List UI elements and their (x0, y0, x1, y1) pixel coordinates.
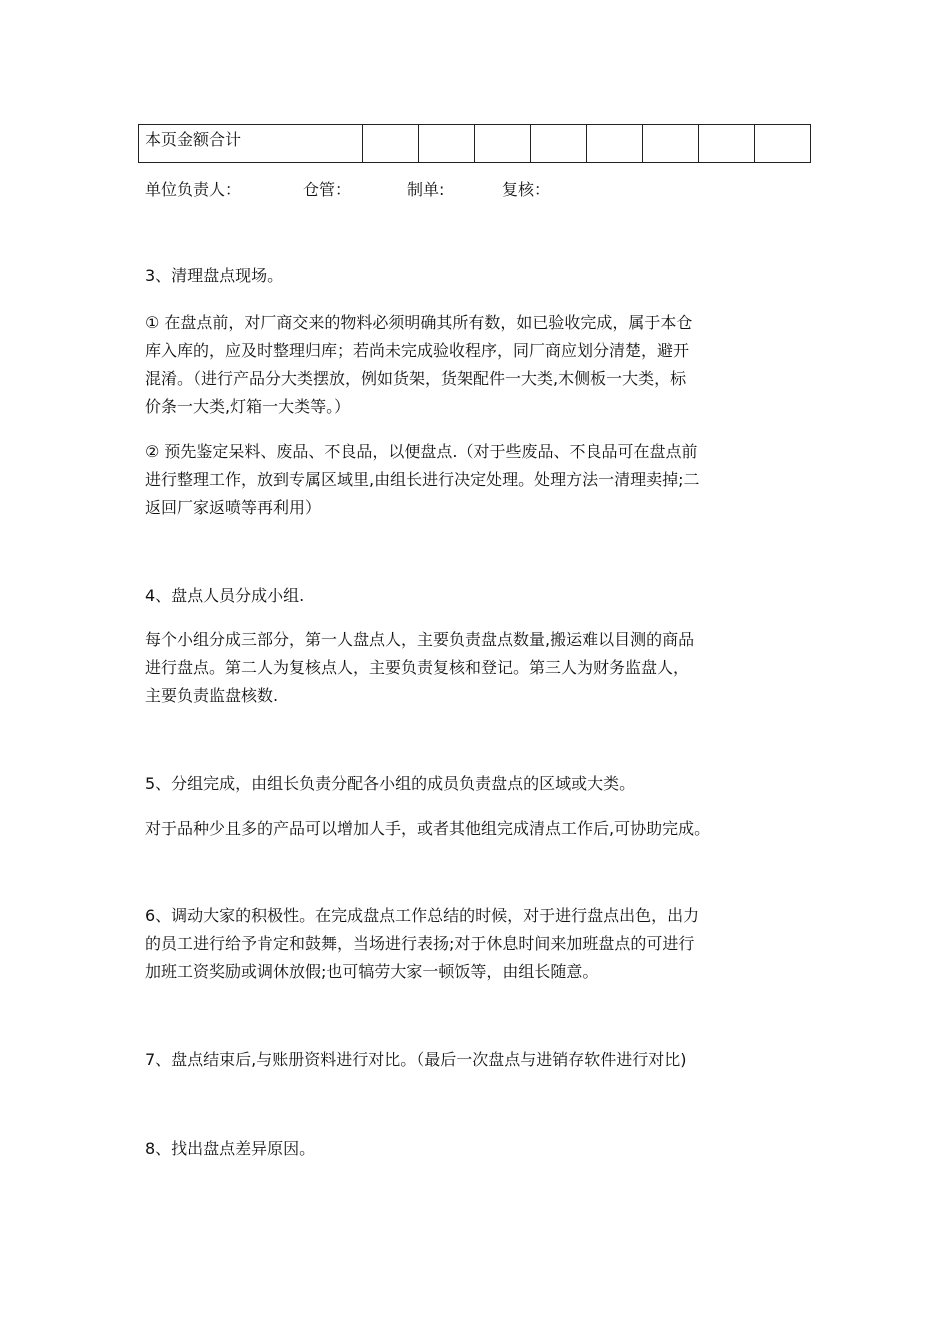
paragraph-line: 库入库的，应及时整理归库；若尚未完成验收程序，同厂商应划分清楚，避开 (145, 341, 690, 360)
paragraph-line: ② 预先鉴定呆料、废品、不良品，以便盘点.（对于些废品、不良品可在盘点前 (145, 442, 698, 461)
paragraph-line: 的员工进行给予肯定和鼓舞，当场进行表扬;对于休息时间来加班盘点的可进行 (145, 934, 695, 953)
section-3-item-1 (145, 309, 820, 421)
amount-cell (419, 125, 475, 163)
table-row (139, 125, 811, 163)
paragraph-line: 价条一大类,灯箱一大类等。） (145, 397, 351, 416)
reviewer-label: 复核： (502, 180, 551, 199)
paragraph-line: 每个小组分成三部分，第一人盘点人，主要负责盘点数量,搬运难以目测的商品 (145, 630, 695, 649)
section-8-heading: 8、找出盘点差异原因。 (145, 1139, 316, 1158)
page-total-label: 本页金额合计 (139, 125, 363, 163)
paragraph-line: 进行整理工作，放到专属区域里,由组长进行决定处理。处理方法一清理卖掉;二 (145, 470, 700, 489)
amount-cell (587, 125, 643, 163)
section-3-heading: 3、清理盘点现场。 (145, 266, 284, 285)
amount-cell (755, 125, 811, 163)
amount-cell (363, 125, 419, 163)
paragraph-line: ① 在盘点前，对厂商交来的物料必须明确其所有数，如已验收完成，属于本仓 (145, 313, 693, 332)
unit-head-label: 单位负责人： (145, 180, 242, 199)
paragraph-line: 混淆。（进行产品分大类摆放，例如货架，货架配件一大类,木侧板一大类，标 (145, 369, 687, 388)
paragraph-line: 进行盘点。第二人为复核点人，主要负责复核和登记。第三人为财务监盘人， (145, 658, 690, 677)
amount-cell (699, 125, 755, 163)
amount-cell (643, 125, 699, 163)
section-7-heading: 7、盘点结束后,与账册资料进行对比。（最后一次盘点与进销存软件进行对比) (145, 1050, 687, 1069)
warehouse-keeper-label: 仓管： (303, 180, 352, 199)
page-total-table (138, 124, 811, 163)
section-3-item-2 (145, 438, 820, 522)
prepared-by-label: 制单: (407, 180, 445, 199)
paragraph-line: 主要负责监盘核数. (145, 686, 279, 705)
section-6-body (145, 902, 820, 986)
paragraph-line: 对于品种少且多的产品可以增加人手，或者其他组完成清点工作后,可协助完成。 (145, 819, 711, 838)
paragraph-line: 返回厂家返喷等再利用） (145, 498, 322, 517)
amount-cell (475, 125, 531, 163)
paragraph-line: 加班工资奖励或调休放假;也可犒劳大家一顿饭等，由组长随意。 (145, 962, 599, 981)
section-4-heading: 4、盘点人员分成小组. (145, 586, 305, 605)
section-5-heading: 5、分组完成，由组长负责分配各小组的成员负责盘点的区域或大类。 (145, 774, 636, 793)
section-4-body (145, 626, 820, 710)
section-5-body (145, 815, 820, 843)
amount-cell (531, 125, 587, 163)
paragraph-line: 6、调动大家的积极性。在完成盘点工作总结的时候，对于进行盘点出色，出力 (145, 906, 700, 925)
